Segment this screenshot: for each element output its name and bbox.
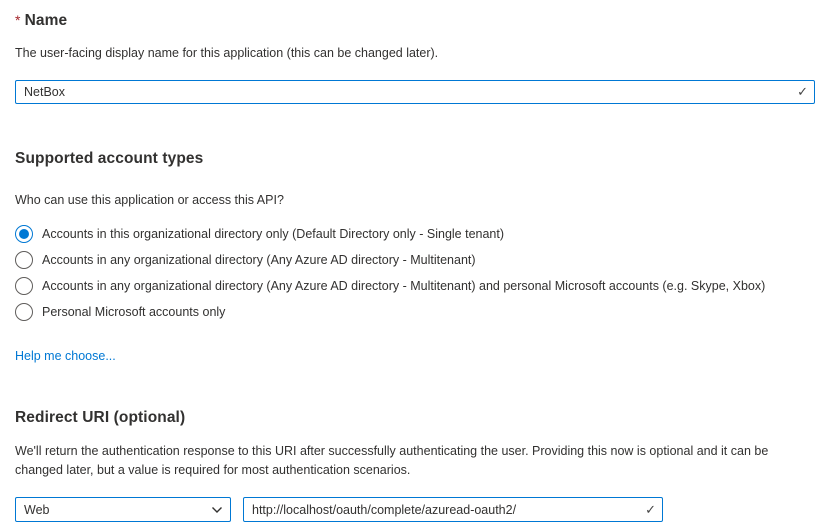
redirect-uri-controls [15,497,815,522]
redirect-uri-title: Redirect URI (optional) [15,409,186,426]
required-marker: * [15,12,21,28]
account-types-radio-group [15,221,815,325]
name-section-title: Name [24,12,68,29]
redirect-uri-description: We'll return the authentication response to this URI after successfully authenticating the user. Providing this now is optional and it can be changed later, but a value is required for most authentication scenarios. [15,444,769,477]
checkmark-icon: ✓ [645,501,656,517]
radio-option-multitenant[interactable] [15,247,815,273]
radio-option-label: Accounts in any organizational directory (Any Azure AD directory - Multitenant) and personal Microsoft accounts (e.g. Skype, Xbox) [42,279,766,293]
name-input[interactable] [15,80,815,104]
account-types-question: Who can use this application or access this API? [15,193,284,207]
radio-option-label: Accounts in this organizational directory only (Default Directory only - Single tenant) [42,227,505,241]
redirect-uri-field-container [243,497,663,522]
help-me-choose-link[interactable]: Help me choose... [15,349,116,363]
radio-option-single-tenant[interactable] [15,221,815,247]
radio-button-icon[interactable] [15,303,33,321]
radio-option-multitenant-personal[interactable] [15,273,815,299]
radio-option-label: Personal Microsoft accounts only [42,305,226,319]
platform-select-value: Web [24,502,50,517]
radio-button-icon[interactable] [15,225,33,243]
checkmark-icon: ✓ [797,83,808,99]
redirect-uri-input[interactable] [243,497,663,522]
platform-select[interactable] [15,497,231,522]
radio-option-label: Accounts in any organizational directory (Any Azure AD directory - Multitenant) [42,253,476,267]
chevron-down-icon [211,506,223,514]
name-section-header [15,12,815,30]
name-description: The user-facing display name for this application (this can be changed later). [15,46,439,60]
supported-account-types-title: Supported account types [15,150,204,167]
radio-button-icon[interactable] [15,277,33,295]
radio-option-personal-only[interactable] [15,299,815,325]
radio-button-icon[interactable] [15,251,33,269]
name-field-container [15,80,815,104]
